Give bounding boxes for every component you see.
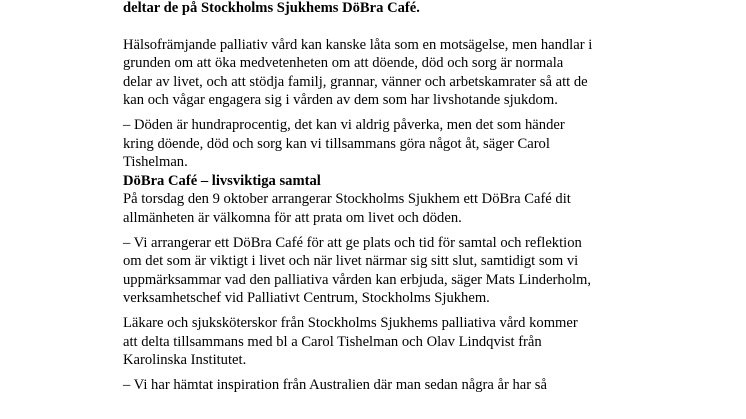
lead-fragment: deltar de på Stockholms Sjukhems DöBra Café. [123,0,420,16]
paragraph-section-4: – Vi har hämtat inspiration från Australien där man sedan några år har så [123,376,547,393]
paragraph-section-1: På torsdag den 9 oktober arrangerar Stockholms Sjukhem ett DöBra Café dit allmänheten är välkomna för att prata om livet och döden. [123,191,571,226]
paragraph-section-3: Läkare och sjuksköterskor från Stockholms Sjukhems palliativa vård kommer att delta tillsammans med bl a Carol Tishelman och Olav Lindqvist från Karolinska Institutet. [123,314,578,369]
section-heading: DöBra Café – livsviktiga samtal [123,172,321,189]
paragraph-section-2: – Vi arrangerar ett DöBra Café för att ge plats och tid för samtal och reflektion om det som är viktigt i livet och när livet närmar sig sitt slut, samtidigt som vi uppmärksammar vad den palliativa vården kan erbjuda, säger Mats Linderholm, verksamhetschef vid Palliativt Centrum, Stockholms Sjukhem. [123,234,592,307]
paragraph-intro-1: Hälsofrämjande palliativ vård kan kanske låta som en motsägelse, men handlar i grunden om att öka medvetenheten om att döende, död och sorg är normala delar av livet, och att stödja familj, grannar, vänner och arbetskamrater så att de kan och vågar engagera sig i vården av dem som har livshotande sjukdom. [123,36,593,109]
paragraph-intro-2: – Döden är hundraprocentig, det kan vi aldrig påverka, men det som händer kring döende, död och sorg kan vi tillsammans göra något åt, säger Carol Tishelman. [123,116,565,171]
document-body [123,0,593,394]
